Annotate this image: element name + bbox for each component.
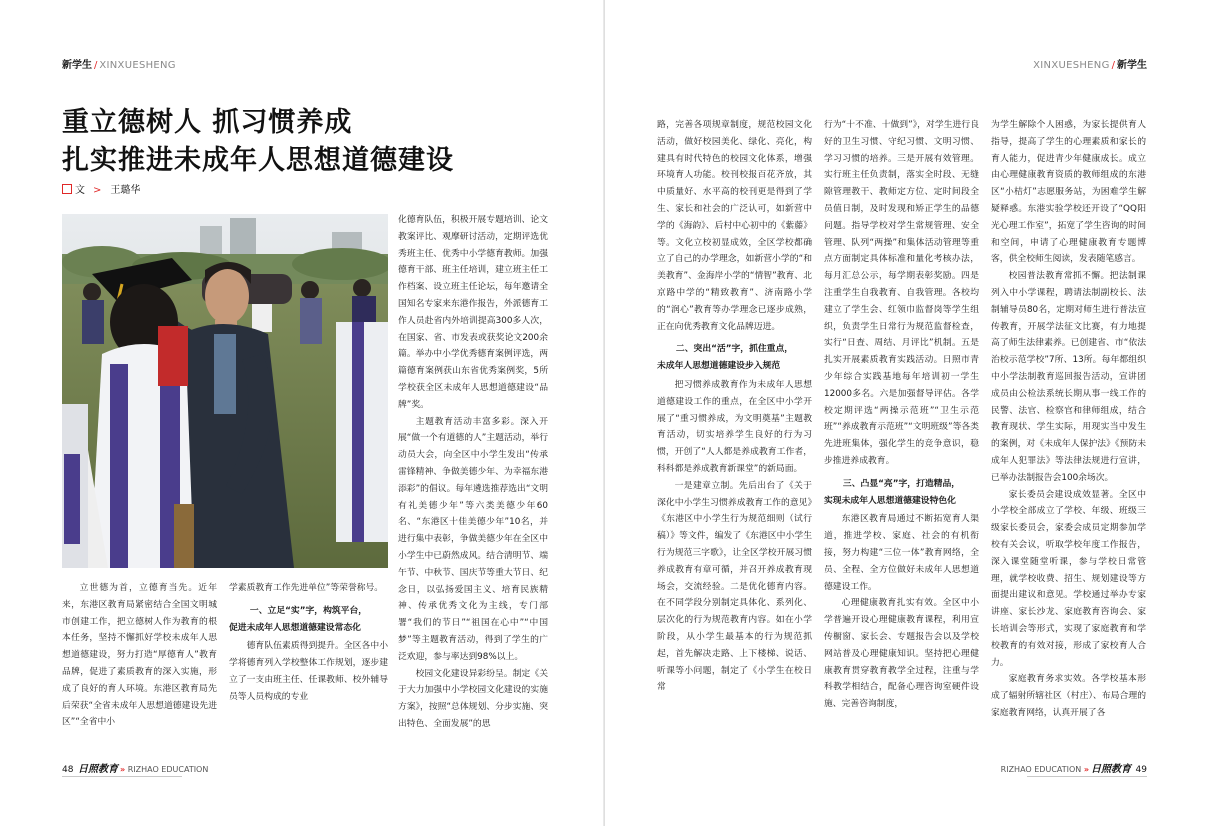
paragraph: 校园普法教育常抓不懈。把法制课列入中小学课程，聘请法制副校长、法制辅导员80名，定期对师生进行普法宣传教育，开展学法征文比赛，有力地提高了师生法律素养。已创建省、市“依法治校示范学校”7所、13所。每年都组织中小学法制教育巡回报告活动，宣讲团成员由公检法系统长期从事一线工作的民警、法官、检察官和律师组成，结合教育现状、学生实际，用现实当中发生的案例，对《未成年人保护法》《预防未成年人犯罪法》等法律法规进行宣讲，已举办法制报告会100余场次。 bbox=[991, 271, 1146, 483]
heading-line: 未成年人思想道德建设步入规范 bbox=[657, 361, 781, 372]
section-heading-1 bbox=[229, 603, 388, 637]
paragraph: 立世德为首，立德育当先。近年来，东港区教育局紧密结合全国文明城市创建工作，把立德树人作为教育的根本任务，坚持不懈抓好学校未成年人思想道德建设，努力打造“厚德育人”教育品牌，促进了素质教育的深入实施，形成了良好的育人环境。东港区教育局先后荣获“全省未成年人思想道德建设先进区”“全省中小 bbox=[62, 583, 217, 728]
article-photo bbox=[62, 214, 388, 568]
graduation-ceremony-photo bbox=[62, 214, 388, 568]
heading-line: 三、凸显“亮”字，打造精品， bbox=[842, 478, 961, 489]
heading-line: 一、立足“实”字，构筑平台， bbox=[249, 605, 368, 616]
page-number: 49 bbox=[1135, 765, 1147, 775]
section-heading-2 bbox=[657, 341, 812, 375]
byline bbox=[62, 184, 140, 198]
heading-line: 促进未成年人思想道德建设常态化 bbox=[229, 622, 361, 633]
double-arrow-icon: » bbox=[120, 765, 126, 774]
paragraph: 家庭教育务求实效。各学校基本形成了辐射所辖社区（村庄）、布局合理的家庭教育网络，认真开展了各 bbox=[991, 674, 1146, 718]
paragraph: 为学生解除个人困惑，为家长提供育人指导，提高了学生的心理素质和家长的育人能力，促进青少年健康成长。成立由心理健康教育资质的教师组成的东港区“小桔灯”志愿服务站，为困难学生解疑释惑。东港实验学校还开设了“QQ阳光心理工作室”，拓宽了学生咨询的时间和空间，申请了心理健康教育专题博客，供全校师生阅读，发表随笔感言。 bbox=[991, 120, 1146, 265]
section-name-en: XINXUESHENG bbox=[1033, 60, 1110, 71]
section-name-cn: 新学生 bbox=[62, 60, 92, 71]
footer-divider bbox=[62, 776, 182, 777]
footer-divider bbox=[1027, 776, 1147, 777]
paragraph: 行为“十不准、十做到”》，对学生进行良好的卫生习惯、守纪习惯、文明习惯、学习习惯的培养。三是开展有效管理。实行班主任负责制，落实全时段、无缝隙管理教干、教师定方位、定时间段全员值日制，及时发现和矫正学生的品德问题。指导学校对学生常规管理、安全管理、队列“两操”和集体活动管理等重点方面制定具体标准和量化考核办法，每月汇总公示，每学期表彰奖励。四是注重学生自我教育、自我管理。各校均建立了学生会、红领巾监督岗等学生组织，负责学生日常行为规范监督检查，实行“日査、周结、月评比”机制。五是扎实开展素质教育实践活动。日照市青少年综合实践基地每年培训初一学生12000多名。六是加强督导评估。各学校定期评选“两操示范班”“卫生示范班”“养成教育示范班”“文明班级”等各类先进班集体，强化学生的竞争意识，稳步推进养成教育。 bbox=[824, 120, 979, 466]
paragraph: 心理健康教育扎实有效。全区中小学普遍开设心理健康教育课程，利用宣传橱窗、家长会、专题报告会以及学校网站普及心理健康知识。坚持把心理健康教育贯穿教育教学全过程，注重与学科教学相结合，配备心理咨询室硬件设施、完善咨询制度， bbox=[824, 598, 979, 710]
article-title bbox=[62, 104, 454, 180]
section-heading-3 bbox=[824, 476, 979, 510]
magazine-name-en: RIZHAO EDUCATION bbox=[127, 765, 209, 774]
paragraph: 学素质教育工作先进单位”等荣誉称号。 bbox=[229, 583, 384, 593]
section-name-en: XINXUESHENG bbox=[99, 60, 176, 71]
section-header-left bbox=[62, 59, 176, 73]
paragraph: 把习惯养成教育作为未成年人思想道德建设工作的重点，在全区中小学开展了“重习惯养成，为文明奠基”主题教育活动，切实培养学生良好的行为习惯，开创了“人人都是养成教育工作者，科科都是养成教育新课堂”的新局面。 bbox=[657, 379, 812, 474]
magazine-logo: 日照教育 bbox=[78, 764, 118, 775]
magazine-logo: 日照教育 bbox=[1091, 764, 1131, 775]
paragraph: 一是建章立制。先后出台了《关于深化中小学生习惯养成教育工作的意见》《东港区中小学生行为规范细则（试行稿）》等文件，编发了《东港区中小学生行为规范三字歌》，让全区学校开展习惯养成教育有章可循，并召开养成教育现场会，交流经验。二是优化德育内容。在不同学段分别制定具体化、系列化、层次化的行为规范教育内容。如在小学阶段，从小学生最基本的行为规范抓起，首先解决走路、上下楼梯、说话、听课等小问题，制定了《小学生在校日常 bbox=[657, 480, 812, 693]
text-column-5 bbox=[824, 117, 979, 713]
title-line-1: 重立德树人 抓习惯养成 bbox=[62, 107, 353, 138]
page-number: 48 bbox=[62, 765, 74, 775]
text-column-2 bbox=[229, 580, 388, 706]
text-column-1 bbox=[62, 580, 217, 731]
square-bullet-icon bbox=[62, 184, 72, 194]
paragraph: 主题教育活动丰富多彩。深入开展“做一个有道德的人”主题活动，举行动员大会，向全区中小学生发出“传承雷锋精神、争做美德少年、为幸福东港添彩”的倡议。每年遴选推荐选出“文明有礼美德少年”等六类美德少年60名、“东港区十佳美德少年”10名，并进行集中表彰，争做美德少年在全区中小学生中已蔚然成风。结合清明节、端午节、中秋节、国庆节等重大节日、纪念日，以弘扬爱国主义、培育民族精神、传承优秀文化为主线，专门部署“我们的节日”“祖国在心中”“中国梦”等主题教育活动，得到了学生的广泛欢迎，参与率达到98%以上。 bbox=[398, 416, 548, 662]
double-arrow-icon: » bbox=[1083, 765, 1089, 774]
heading-line: 二、突出“活”字，抓住重点， bbox=[675, 344, 794, 355]
header-separator: / bbox=[94, 60, 98, 71]
text-column-4 bbox=[657, 117, 812, 696]
footer-left bbox=[62, 764, 208, 776]
paragraph: 路，完善各项规章制度，规范校园文化活动，做好校园美化、绿化、亮化，构建具有时代特色的校园文化体系，增强环境育人功能。校刊校报百花齐放，其中质量好、水平高的校刊更是得到了学生、家长和社会的广泛认可，如新营中学的《海韵》、后村中心初中的《紫藤》等。文化立校初显成效，全区学校都确立了自己的办学理念，如新营小学的“和美教育”、金海岸小学的“情智”教育、北京路中学的“精致教育”、济南路小学的“润心”教育等办学理念已逐步成熟，正在向优秀教育文化品牌迈进。 bbox=[657, 120, 812, 332]
byline-label: 文 bbox=[75, 185, 85, 196]
text-column-3 bbox=[398, 212, 548, 733]
section-name-cn: 新学生 bbox=[1117, 60, 1147, 71]
heading-line: 实现未成年人思想道德建设特色化 bbox=[824, 495, 956, 506]
paragraph: 化德育队伍，积极开展专题培训、论文教案评比、观摩研讨活动，定期评选优秀班主任、优秀中小学德育教师。加强德育干部、班主任培训，建立班主任工作档案、设立班主任论坛，每年邀请全国知名专家来东港作报告，外派德育工作人员赴省内外培训提高300多人次，在国家、省、市发表或获奖论文200余篇。举办中小学优秀德育案例评选，两篇德育案例获山东省优秀案例奖，5所学校获全区未成年人思想道德建设“品牌”奖。 bbox=[398, 215, 548, 410]
header-separator: / bbox=[1111, 60, 1115, 71]
text-column-6 bbox=[991, 117, 1146, 722]
footer-right bbox=[1001, 764, 1147, 776]
paragraph: 校园文化建设异彩纷呈。制定《关于大力加强中小学校园文化建设的实施方案》，按照“总体规划、分步实施、突出特色、全面发展”的思 bbox=[398, 668, 548, 729]
section-header-right bbox=[1033, 59, 1147, 73]
title-line-2: 扎实推进未成年人思想道德建设 bbox=[62, 145, 454, 176]
author-name: 王璐华 bbox=[110, 185, 141, 196]
magazine-name-en: RIZHAO EDUCATION bbox=[1000, 765, 1082, 774]
paragraph: 德育队伍素质得到提升。全区各中小学将德育列入学校整体工作规划，逐步建立了一支由班主任、任课教师、校外辅导员等人员构成的专业 bbox=[229, 641, 388, 702]
left-page bbox=[0, 0, 604, 826]
paragraph: 东港区教育局通过不断拓宽育人渠道，推进学校、家庭、社会的有机衔接，努力构建“三位一体”教育网络，全员、全程、全方位做好未成年人思想道德建设工作。 bbox=[824, 514, 979, 592]
paragraph: 家长委员会建设成效显著。全区中小学校全部成立了学校、年级、班级三级家长委员会，家委会成员定期参加学校有关会议，听取学校年度工作报告，深入课堂随堂听课，参与学校日常管理，就学校收费、招生、规划建设等方面提出建议和意见。学校通过举办专家讲座、家长沙龙、家庭教育咨询会、家长培训会等形式，实现了家庭教育和学校教育的有效对接，形成了家校育人合力。 bbox=[991, 489, 1146, 668]
right-page bbox=[605, 0, 1209, 826]
chevron-right-icon: > bbox=[93, 185, 102, 196]
